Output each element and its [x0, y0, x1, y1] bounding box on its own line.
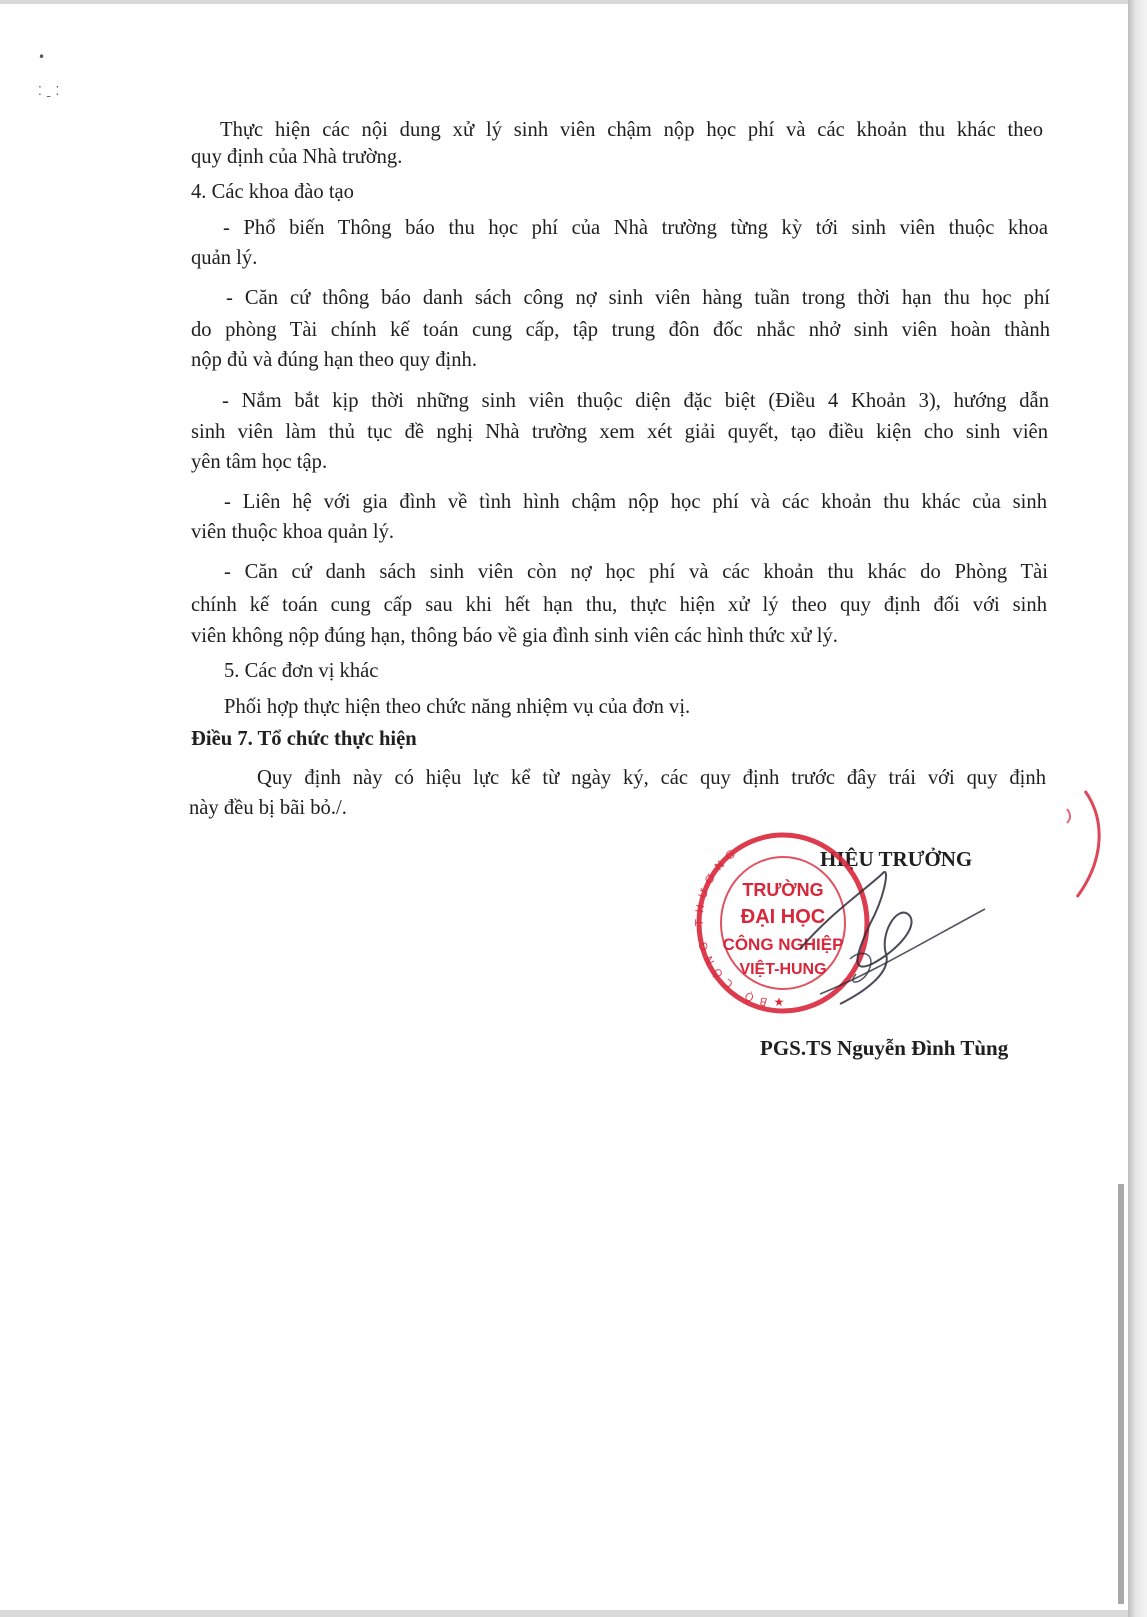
text-line: - Liên hệ với gia đình về tình hình chậm nộp học phí và các khoản thu khác của sinh [224, 491, 1047, 513]
text-line: chính kế toán cung cấp sau khi hết hạn thu, thực hiện xử lý theo quy định đối với sinh [191, 594, 1047, 616]
text-line: - Phổ biến Thông báo thu học phí của Nhà trường từng kỳ tới sinh viên thuộc khoa [223, 217, 1048, 239]
signature-title: HIỆU TRƯỞNG [820, 847, 973, 871]
document-page [0, 4, 1128, 1610]
text-line: - Nắm bắt kịp thời những sinh viên thuộc diện đặc biệt (Điều 4 Khoản 3), hướng dẫn [222, 390, 1049, 412]
text-line: viên thuộc khoa quản lý. [191, 521, 395, 543]
handwritten-signature [790, 854, 990, 1024]
text-line: Phối hợp thực hiện theo chức năng nhiệm vụ của đơn vị. [224, 696, 691, 718]
text-line: Quy định này có hiệu lực kể từ ngày ký, các quy định trước đây trái với quy định [257, 767, 1046, 789]
text-line: quy định của Nhà trường. [191, 146, 403, 168]
text-line: yên tâm học tập. [191, 451, 328, 473]
margin-red-mark [1065, 789, 1105, 899]
seal-line-2: ĐẠI HỌC [740, 906, 826, 928]
page-edge-shadow [1128, 0, 1147, 1617]
section-heading: 4. Các khoa đào tạo [191, 181, 354, 203]
text-line: - Căn cứ thông báo danh sách công nợ sinh viên hàng tuần trong thời hạn thu học phí [226, 287, 1050, 309]
seal-line-4: VIỆT-HUNG [739, 961, 827, 978]
seal-star-icon: ★ [773, 995, 785, 1009]
seal-line-1: TRƯỜNG [742, 880, 824, 900]
article-heading: Điều 7. Tổ chức thực hiện [191, 728, 417, 750]
section-heading: 5. Các đơn vị khác [224, 660, 379, 682]
text-line: Thực hiện các nội dung xử lý sinh viên chậm nộp học phí và các khoản thu khác theo [220, 119, 1043, 141]
scan-edge-strip [1118, 1184, 1124, 1604]
text-line: viên không nộp đúng hạn, thông báo về gia đình sinh viên các hình thức xử lý. [191, 625, 838, 647]
text-line: này đều bị bãi bỏ./. [189, 797, 347, 819]
text-line: do phòng Tài chính kế toán cung cấp, tập trung đôn đốc nhắc nhở sinh viên hoàn thành [191, 319, 1050, 341]
text-line: nộp đủ và đúng hạn theo quy định. [191, 349, 477, 371]
signer-name: PGS.TS Nguyễn Đình Tùng [760, 1036, 1009, 1060]
scan-artifact-dots: • ⁚ ˍ ⁚ [38, 50, 60, 98]
text-line: sinh viên làm thủ tục đề nghị Nhà trường xem xét giải quyết, tạo điều kiện cho sinh viên [191, 421, 1048, 443]
text-line: - Căn cứ danh sách sinh viên còn nợ học phí và các khoản thu khác do Phòng Tài [224, 561, 1048, 583]
seal-line-3: CÔNG NGHIỆP [722, 935, 844, 954]
svg-text:BỘ CÔNG THƯƠNG: BỘ CÔNG THƯƠNG [693, 843, 769, 1009]
text-line: quản lý. [191, 247, 258, 269]
